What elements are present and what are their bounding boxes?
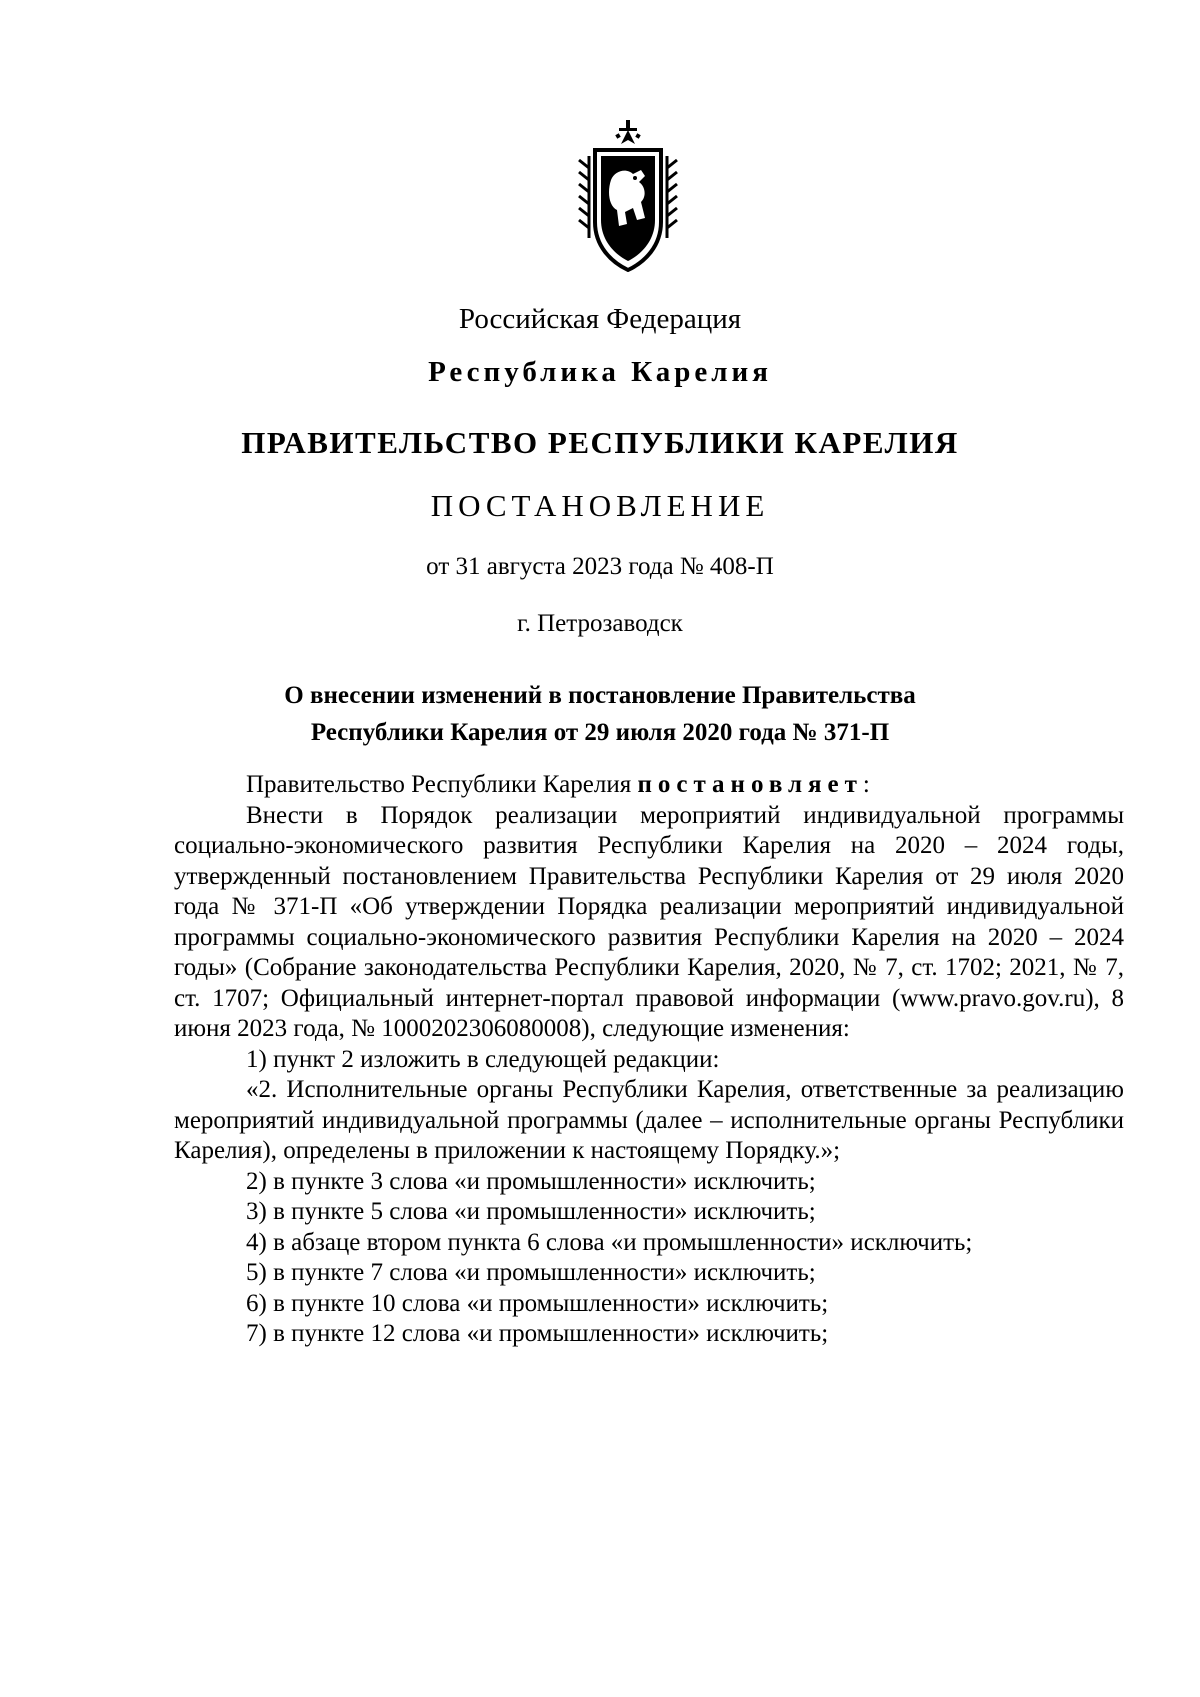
list-item: 6) в пункте 10 слова «и промышленности» исключить; [246, 1289, 829, 1317]
list-item: 2) в пункте 3 слова «и промышленности» исключить; [246, 1167, 816, 1195]
government-title: ПРАВИТЕЛЬСТВО РЕСПУБЛИКИ КАРЕЛИЯ [241, 425, 959, 460]
subject-line-2: Республики Карелия от 29 июля 2020 года № 371-П [310, 719, 890, 746]
main-paragraph: Внести в Порядок реализации мероприятий индивидуальной программы социально-экономического развития Республики Карелия на 2020 – 2024 годы, утвержденный постановлением Правительства Республики Карелия от 29 июля 2020 года № 371-П «Об утверждении Порядка реализации мероприятий индивидуальной программы социально-экономического развития Республики Карелия на 2020 – 2024 годы» (Собрание законодательства Республики Карелия, 2020, № 7, ст. 1702; 2021, № 7, ст. 1707; Официальный интернет-портал правовой информации (www.pravo.gov.ru), 8 июня 2023 года, № 1000202306080008), следующие изменения: [174, 801, 1124, 1042]
quoted-item-text: «2. Исполнительные органы Республики Карелия, ответственные за реализацию мероприятий индивидуальной программы (далее – исполнительные органы Республики Карелия), определены в приложении к настоящему Порядку.»; [174, 1076, 1124, 1164]
document-date-number: от 31 августа 2023 года № 408-П [426, 553, 774, 580]
subject-line-1: О внесении изменений в постановление Правительства [284, 682, 916, 709]
list-item: 3) в пункте 5 слова «и промышленности» исключить; [246, 1198, 816, 1225]
list-item: 7) в пункте 12 слова «и промышленности» исключить; [246, 1320, 829, 1347]
item-1: 1) пункт 2 изложить в следующей редакции: [246, 1045, 720, 1073]
intro-suffix: : [862, 771, 870, 798]
document-body [174, 770, 1124, 1350]
intro-paragraph [174, 770, 1124, 801]
amendment-list [174, 1167, 1124, 1350]
document-type: ПОСТАНОВЛЕНИЕ [430, 488, 770, 523]
list-item: 4) в абзаце втором пункта 6 слова «и промышленности» исключить; [246, 1228, 973, 1256]
karelia-coat-of-arms-icon [575, 120, 681, 272]
country-name: Российская Федерация [458, 303, 742, 335]
document-subject [0, 677, 1200, 751]
intro-resolves: постановляет [637, 771, 863, 798]
document-city: г. Петрозаводск [517, 610, 683, 637]
intro-prefix: Правительство Республики Карелия [246, 771, 638, 798]
republic-name: Республика Карелия [428, 356, 772, 388]
list-item: 5) в пункте 7 слова «и промышленности» исключить; [246, 1259, 816, 1286]
